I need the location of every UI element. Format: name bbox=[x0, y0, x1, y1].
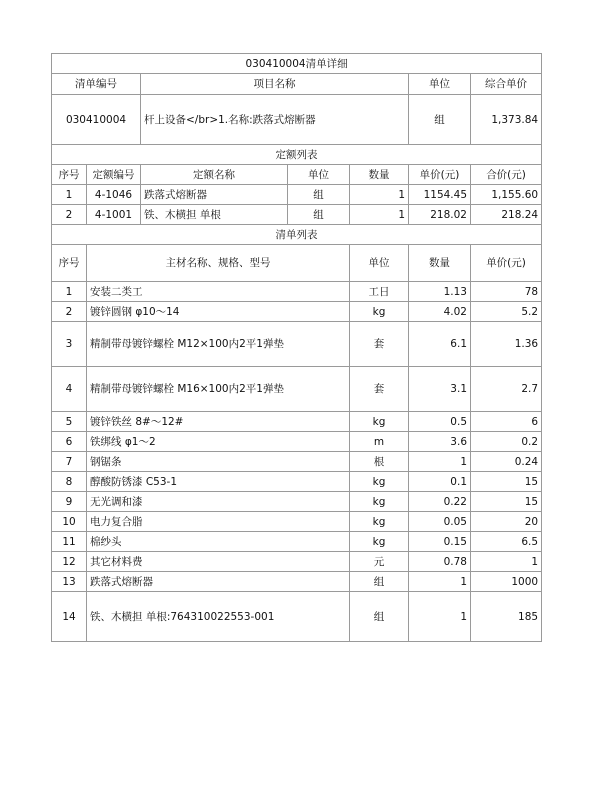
material-cell-qty: 0.22 bbox=[409, 492, 471, 512]
summary-unit: 组 bbox=[409, 95, 471, 145]
material-row bbox=[52, 472, 542, 492]
quota-cell-code: 4-1046 bbox=[87, 185, 141, 205]
quota-row bbox=[52, 205, 542, 225]
quota-cell-name: 跌落式熔断器 bbox=[141, 185, 288, 205]
material-cell-unit-price: 0.2 bbox=[471, 432, 542, 452]
material-row bbox=[52, 322, 542, 367]
material-cell-name: 精制带母镀锌螺栓 M16×100内2平1弹垫 bbox=[87, 367, 350, 412]
material-cell-unit-price: 6.5 bbox=[471, 532, 542, 552]
materials-section-title: 清单列表 bbox=[52, 225, 542, 245]
material-cell-qty: 1 bbox=[409, 592, 471, 642]
material-cell-unit: 元 bbox=[350, 552, 409, 572]
material-cell-index: 2 bbox=[52, 302, 87, 322]
material-row bbox=[52, 552, 542, 572]
material-cell-qty: 0.5 bbox=[409, 412, 471, 432]
material-cell-name: 其它材料费 bbox=[87, 552, 350, 572]
summary-header-code: 清单编号 bbox=[52, 74, 141, 95]
material-cell-unit: kg bbox=[350, 302, 409, 322]
material-cell-unit-price: 15 bbox=[471, 472, 542, 492]
summary-header-name: 项目名称 bbox=[141, 74, 409, 95]
material-row bbox=[52, 412, 542, 432]
material-cell-name: 精制带母镀锌螺栓 M12×100内2平1弹垫 bbox=[87, 322, 350, 367]
material-row bbox=[52, 302, 542, 322]
material-cell-index: 9 bbox=[52, 492, 87, 512]
material-cell-unit: kg bbox=[350, 532, 409, 552]
material-cell-unit: 组 bbox=[350, 572, 409, 592]
material-row bbox=[52, 572, 542, 592]
quota-cell-total: 218.24 bbox=[471, 205, 542, 225]
material-cell-qty: 6.1 bbox=[409, 322, 471, 367]
material-row bbox=[52, 532, 542, 552]
quota-cell-unit-price: 1154.45 bbox=[409, 185, 471, 205]
material-cell-qty: 3.6 bbox=[409, 432, 471, 452]
materials-header-index: 序号 bbox=[52, 245, 87, 282]
material-cell-unit: kg bbox=[350, 412, 409, 432]
quota-cell-name: 铁、木横担 单根 bbox=[141, 205, 288, 225]
material-cell-index: 8 bbox=[52, 472, 87, 492]
material-cell-unit-price: 2.7 bbox=[471, 367, 542, 412]
quota-section-title: 定额列表 bbox=[52, 145, 542, 165]
summary-header-unit: 单位 bbox=[409, 74, 471, 95]
material-cell-name: 跌落式熔断器 bbox=[87, 572, 350, 592]
summary-code: 030410004 bbox=[52, 95, 141, 145]
quota-section-row bbox=[52, 145, 542, 165]
material-cell-name: 钢锯条 bbox=[87, 452, 350, 472]
materials-header-qty: 数量 bbox=[409, 245, 471, 282]
quota-cell-qty: 1 bbox=[350, 205, 409, 225]
material-cell-unit-price: 1000 bbox=[471, 572, 542, 592]
quota-cell-unit: 组 bbox=[288, 205, 350, 225]
material-cell-unit-price: 6 bbox=[471, 412, 542, 432]
quota-cell-code: 4-1001 bbox=[87, 205, 141, 225]
quota-cell-index: 2 bbox=[52, 205, 87, 225]
material-row bbox=[52, 432, 542, 452]
bill-detail-sheet bbox=[51, 53, 541, 642]
materials-header-unit: 单位 bbox=[350, 245, 409, 282]
title-row bbox=[52, 54, 542, 74]
material-cell-index: 12 bbox=[52, 552, 87, 572]
material-cell-index: 13 bbox=[52, 572, 87, 592]
bill-detail-table bbox=[51, 53, 542, 642]
material-cell-name: 棉纱头 bbox=[87, 532, 350, 552]
materials-section-row bbox=[52, 225, 542, 245]
summary-row bbox=[52, 95, 542, 145]
quota-header-name: 定额名称 bbox=[141, 165, 288, 185]
material-cell-qty: 0.15 bbox=[409, 532, 471, 552]
material-cell-unit: m bbox=[350, 432, 409, 452]
material-cell-unit-price: 0.24 bbox=[471, 452, 542, 472]
material-cell-unit-price: 1.36 bbox=[471, 322, 542, 367]
material-cell-qty: 0.1 bbox=[409, 472, 471, 492]
material-cell-index: 10 bbox=[52, 512, 87, 532]
material-cell-unit-price: 185 bbox=[471, 592, 542, 642]
material-cell-qty: 1.13 bbox=[409, 282, 471, 302]
quota-cell-unit-price: 218.02 bbox=[409, 205, 471, 225]
quota-header-unit: 单位 bbox=[288, 165, 350, 185]
material-cell-index: 14 bbox=[52, 592, 87, 642]
material-cell-name: 电力复合脂 bbox=[87, 512, 350, 532]
quota-header-total: 合价(元) bbox=[471, 165, 542, 185]
material-cell-unit-price: 1 bbox=[471, 552, 542, 572]
material-row bbox=[52, 512, 542, 532]
material-cell-name: 安装二类工 bbox=[87, 282, 350, 302]
material-cell-name: 醇酸防锈漆 C53-1 bbox=[87, 472, 350, 492]
quota-row bbox=[52, 185, 542, 205]
material-cell-unit: 套 bbox=[350, 322, 409, 367]
material-cell-index: 5 bbox=[52, 412, 87, 432]
material-cell-index: 6 bbox=[52, 432, 87, 452]
material-cell-qty: 0.05 bbox=[409, 512, 471, 532]
material-cell-qty: 1 bbox=[409, 452, 471, 472]
material-cell-qty: 1 bbox=[409, 572, 471, 592]
material-cell-unit-price: 78 bbox=[471, 282, 542, 302]
material-cell-index: 11 bbox=[52, 532, 87, 552]
material-cell-unit-price: 15 bbox=[471, 492, 542, 512]
quota-header-code: 定额编号 bbox=[87, 165, 141, 185]
material-cell-name: 无光调和漆 bbox=[87, 492, 350, 512]
material-cell-unit-price: 5.2 bbox=[471, 302, 542, 322]
material-cell-unit: kg bbox=[350, 512, 409, 532]
materials-header-unit-price: 单价(元) bbox=[471, 245, 542, 282]
summary-header-row bbox=[52, 74, 542, 95]
quota-cell-total: 1,155.60 bbox=[471, 185, 542, 205]
material-cell-index: 4 bbox=[52, 367, 87, 412]
quota-header-qty: 数量 bbox=[350, 165, 409, 185]
material-cell-qty: 3.1 bbox=[409, 367, 471, 412]
summary-price: 1,373.84 bbox=[471, 95, 542, 145]
document-title: 030410004清单详细 bbox=[52, 54, 542, 74]
materials-header-row bbox=[52, 245, 542, 282]
material-cell-index: 3 bbox=[52, 322, 87, 367]
material-row bbox=[52, 452, 542, 472]
quota-cell-unit: 组 bbox=[288, 185, 350, 205]
material-cell-name: 铁绑线 φ1～2 bbox=[87, 432, 350, 452]
material-cell-name: 铁、木横担 单根:764310022553-001 bbox=[87, 592, 350, 642]
material-cell-name: 镀锌圆钢 φ10～14 bbox=[87, 302, 350, 322]
quota-header-index: 序号 bbox=[52, 165, 87, 185]
material-row bbox=[52, 492, 542, 512]
material-cell-unit: kg bbox=[350, 472, 409, 492]
material-cell-name: 镀锌铁丝 8#～12# bbox=[87, 412, 350, 432]
quota-cell-index: 1 bbox=[52, 185, 87, 205]
material-cell-unit: 套 bbox=[350, 367, 409, 412]
material-cell-unit: 根 bbox=[350, 452, 409, 472]
material-cell-unit-price: 20 bbox=[471, 512, 542, 532]
material-row bbox=[52, 282, 542, 302]
material-cell-index: 7 bbox=[52, 452, 87, 472]
summary-name: 杆上设备</br>1.名称:跌落式熔断器 bbox=[141, 95, 409, 145]
material-cell-qty: 0.78 bbox=[409, 552, 471, 572]
summary-header-price: 综合单价 bbox=[471, 74, 542, 95]
material-cell-unit: 组 bbox=[350, 592, 409, 642]
material-row bbox=[52, 367, 542, 412]
material-cell-unit: kg bbox=[350, 492, 409, 512]
material-row bbox=[52, 592, 542, 642]
quota-cell-qty: 1 bbox=[350, 185, 409, 205]
materials-body bbox=[52, 282, 542, 642]
quota-header-row bbox=[52, 165, 542, 185]
material-cell-index: 1 bbox=[52, 282, 87, 302]
material-cell-unit: 工日 bbox=[350, 282, 409, 302]
materials-header-name: 主材名称、规格、型号 bbox=[87, 245, 350, 282]
quota-header-unit-price: 单价(元) bbox=[409, 165, 471, 185]
material-cell-qty: 4.02 bbox=[409, 302, 471, 322]
